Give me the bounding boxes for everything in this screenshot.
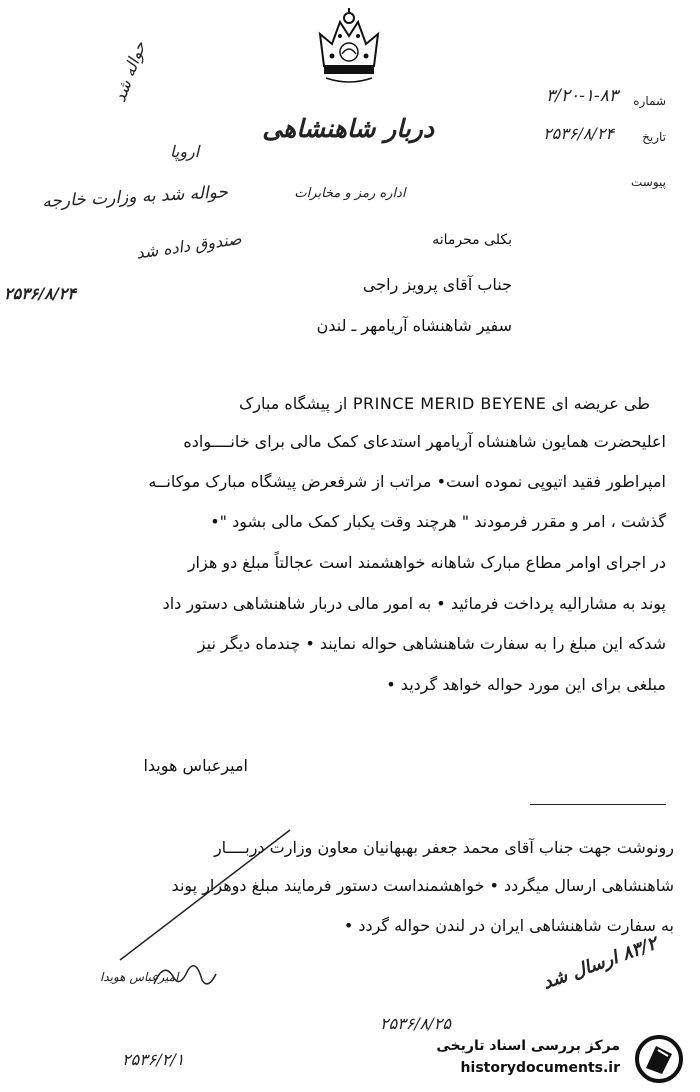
body-line-4: گذشت ، امر و مقرر فرمودند " هرچند وقت یکبار کمک مالی بشود "• (210, 512, 666, 531)
number-value: ۳/۲۰-۱-۸۳ (545, 86, 618, 106)
body-line-3: امپراطور فقید اتیوپی نموده است• مراتب از شرفعرض پیشگاه مبارک موکانــه (148, 472, 666, 491)
letterhead-title: دربار شاهنشاهی (262, 114, 434, 143)
handwritten-margin-line-1: حواله شد به وزارت خارجه (41, 182, 229, 212)
signature-name: امیرعباس هویدا (143, 756, 248, 775)
body-line-5: در اجرای اوامر مطاع مبارک شاهانه خواهشمند است عجالتاً مبلغ دو هزار (187, 553, 666, 572)
signature-scribble (150, 956, 220, 992)
section-divider (530, 804, 666, 805)
letterhead-department: اداره رمز و مخابرات (294, 186, 406, 201)
body-line-1: طی عریضه ای PRINCE MERID BEYENE از پیشگاه مبارک (238, 394, 650, 413)
watermark-url[interactable]: historydocuments.ir (460, 1060, 620, 1076)
copy-line-1: رونوشت جهت جناب آقای محمد جعفر بهبهانیان معاون وزارت دربــــار (213, 838, 674, 857)
date-label: تاریخ (642, 130, 666, 144)
handwritten-margin-line-2: صندوق داده شد (135, 229, 243, 263)
classification: بکلی محرمانه (432, 232, 512, 248)
bottom-date: ۲۵۳۶/۸/۲۵ (380, 1014, 451, 1033)
copy-signature: امیرعباس هویدا (100, 970, 179, 984)
royal-crown-emblem (304, 6, 394, 88)
body-line-2: اعلیحضرت همایون شاهنشاه آریامهر استدعای کمک مالی برای خانــــواده (183, 432, 666, 451)
bottom-handwritten-note: ۸۳/۲ ارسال شد (540, 932, 660, 994)
bottom-number: ۲۵۳۶/۲/۱ (122, 1050, 185, 1069)
attachment-label: پیوست (631, 175, 666, 189)
body-line-7: شدکه این مبلغ را به سفارت شاهنشاهی حواله نمایند • چندماه دیگر نیز (197, 634, 666, 653)
handwritten-margin-date: ۲۵۳۶/۸/۲۴ (4, 284, 76, 303)
handwritten-note-mark: حواله شد (110, 38, 150, 105)
addressee-title: سفیر شاهنشاه آریامهر ـ لندن (316, 316, 512, 335)
diagonal-pen-mark (100, 820, 300, 970)
body-line-8: مبلغی برای این مورد حواله خواهد گردید • (386, 675, 666, 694)
date-value: ۲۵۳۶/۸/۲۴ (543, 124, 614, 143)
watermark (366, 1034, 686, 1084)
addressee: جناب آقای پرویز راجی (362, 275, 512, 294)
body-line-6: پوند به مشارالیه پرداخت فرمائید • به امور مالی دربار شاهنشاهی دستور داد (162, 594, 666, 613)
handwritten-note-europe: اروپا (170, 142, 200, 161)
copy-line-2: شاهنشاهی ارسال میگردد • خواهشمنداست دستور فرمایند مبلغ دوهزار پوند (171, 876, 674, 895)
watermark-name: مرکز بررسی اسناد تاریخی (436, 1038, 620, 1054)
copy-line-3: به سفارت شاهنشاهی ایران در لندن حواله گردد • (343, 916, 674, 935)
archive-logo-icon (632, 1034, 686, 1084)
number-label: شماره (633, 94, 666, 108)
